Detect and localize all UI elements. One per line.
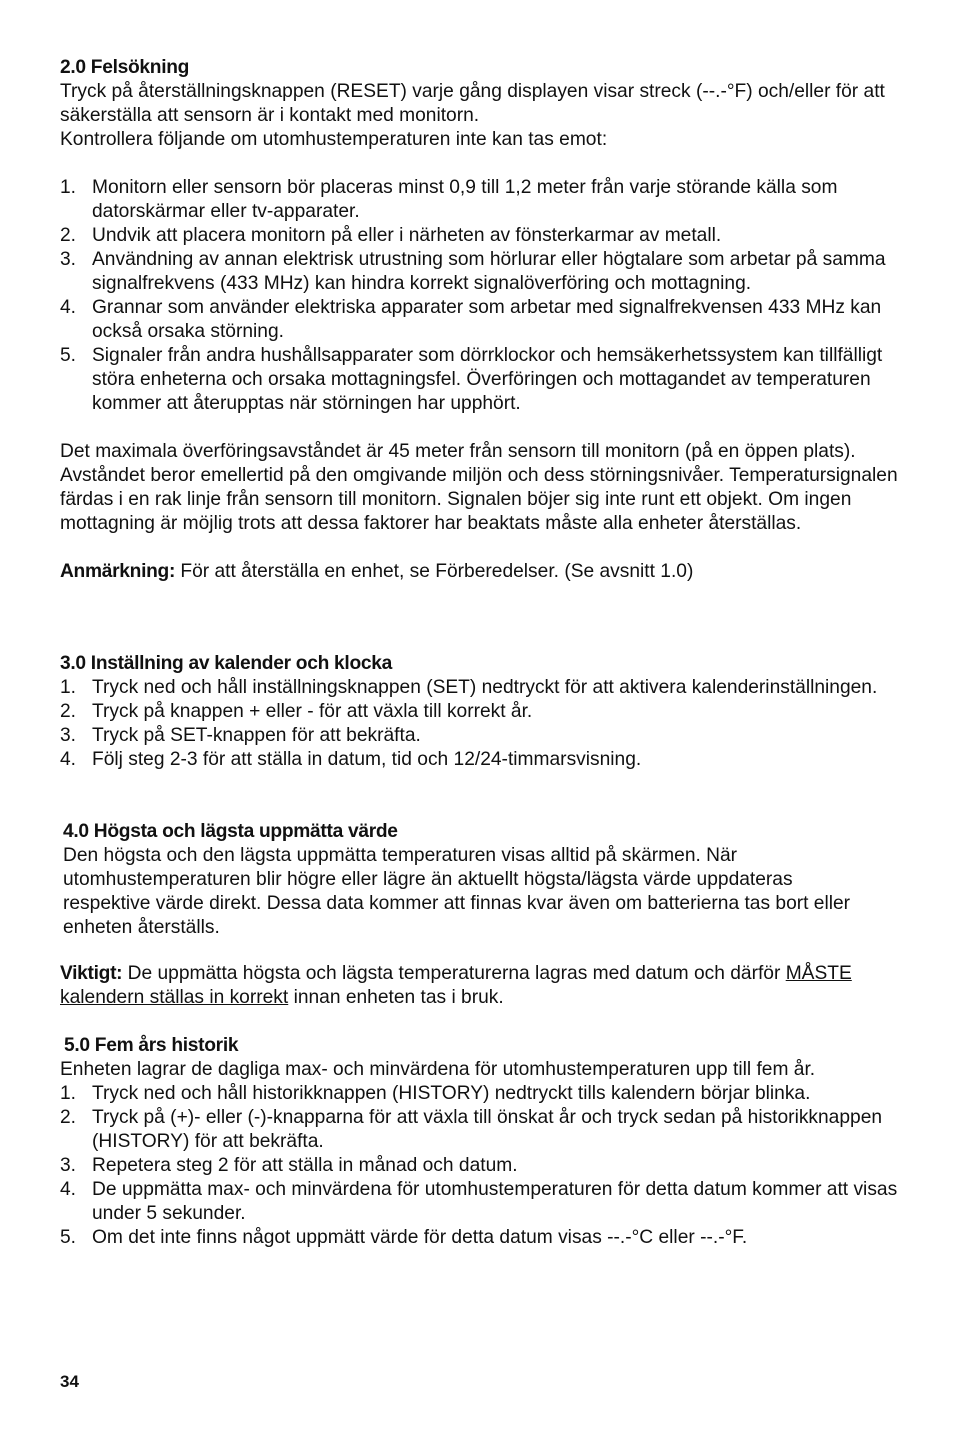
list-text: Tryck på knappen + eller - för att växla till korrekt år. (92, 701, 533, 722)
paragraph: Enheten lagrar de dagliga max- och minvärdena för utomhustemperaturen upp till fem år. (60, 1059, 816, 1080)
paragraph: Den högsta och den lägsta uppmätta temperaturen visas alltid på skärmen. När utomhustemperaturen blir högre eller lägre än aktuellt högsta/lägsta värde uppdateras respektive värde direkt. Dessa data kommer att finnas kvar även om batterierna tas bort eller enheten återställs. (63, 845, 851, 938)
list-item (60, 700, 900, 724)
list-text: Tryck på SET-knappen för att bekräfta. (92, 725, 421, 746)
list-number: 3. (60, 1155, 77, 1176)
list-item (60, 1106, 900, 1154)
list-number: 3. (60, 725, 77, 746)
list-item (60, 176, 900, 224)
list-number: 2. (60, 225, 77, 246)
list-text: Signaler från andra hushållsapparater som dörrklockor och hemsäkerhetssystem kan tillfälligt störa enheterna och orsaka mottagningsfel. Överföringen och mottagandet av temperaturen kommer att återupptas när störningen har upphört. (92, 345, 883, 414)
list-text: Användning av annan elektrisk utrustning som hörlurar eller högtalare som arbetar på samma signalfrekvens (433 MHz) kan hindra korrekt signalöverföring och mottagning. (92, 249, 886, 294)
list-item (60, 748, 900, 772)
paragraph: Tryck på återställningsknappen (RESET) varje gång displayen visar streck (--.-°F) och/eller för att säkerställa att sensorn är i kontakt med monitorn. (60, 81, 885, 126)
note-text: För att återställa en enhet, se Förberedelser. (Se avsnitt 1.0) (175, 561, 694, 582)
paragraph: Det maximala överföringsavståndet är 45 meter från sensorn till monitorn (på en öppen plats). Avståndet beror emellertid på den omgivande miljön och dess störningsnivåer. Temperatursignalen färdas i en rak linje från sensorn till monitorn. Signalen böjer sig inte runt ett objekt. Om ingen mottagning är möjlig trots att dessa faktorer har beaktats måste alla enheter återställas. (60, 441, 898, 534)
important-underlined: MÅSTE kalendern ställas in korrekt (60, 963, 852, 1008)
page-number: 34 (60, 1372, 79, 1391)
list-number: 2. (60, 701, 77, 722)
section-heading: 2.0 Felsökning (60, 57, 190, 78)
numbered-list (60, 176, 900, 416)
list-text: Följ steg 2-3 för att ställa in datum, tid och 12/24-timmarsvisning. (92, 749, 642, 770)
list-item (60, 724, 900, 748)
list-text: Undvik att placera monitorn på eller i närheten av fönsterkarmar av metall. (92, 225, 722, 246)
list-text: Grannar som använder elektriska apparater som arbetar med signalfrekvensen 433 MHz kan också orsaka störning. (92, 297, 882, 342)
list-text: Monitorn eller sensorn bör placeras minst 0,9 till 1,2 meter från varje störande källa som datorskärmar eller tv-apparater. (92, 177, 838, 222)
list-item (60, 248, 900, 296)
list-number: 5. (60, 1227, 77, 1248)
list-item (60, 1226, 900, 1250)
important-text: De uppmätta högsta och lägsta temperaturerna lagras med datum och därför (122, 963, 786, 984)
list-number: 4. (60, 297, 77, 318)
list-item (60, 224, 900, 248)
list-number: 4. (60, 749, 77, 770)
list-item (60, 676, 900, 700)
list-text: Om det inte finns något uppmätt värde för detta datum visas --.-°C eller --.-°F. (92, 1227, 748, 1248)
list-text: Tryck ned och håll inställningsknappen (SET) nedtryckt för att aktivera kalenderinställningen. (92, 677, 878, 698)
list-number: 3. (60, 249, 77, 270)
list-number: 1. (60, 1083, 77, 1104)
list-item (60, 296, 900, 344)
important-note (60, 962, 900, 1010)
list-text: De uppmätta max- och minvärdena för utomhustemperaturen för detta datum kommer att visas under 5 sekunder. (92, 1179, 898, 1224)
paragraph: Kontrollera följande om utomhustemperaturen inte kan tas emot: (60, 129, 608, 150)
section-heading: 5.0 Fem års historik (64, 1035, 239, 1056)
note-label: Anmärkning: (60, 561, 176, 582)
important-tail: innan enheten tas i bruk. (288, 987, 504, 1008)
important-label: Viktigt: (60, 963, 123, 984)
section-history (60, 1034, 900, 1250)
section-heading: 3.0 Inställning av kalender och klocka (60, 653, 392, 674)
numbered-list (60, 676, 900, 772)
list-text: Tryck på (+)- eller (-)-knapparna för att växla till önskat år och tryck sedan på historikknappen (HISTORY) för att bekräfta. (92, 1107, 883, 1152)
list-number: 4. (60, 1179, 77, 1200)
list-item (60, 344, 900, 416)
important-paragraph (60, 962, 900, 1010)
list-text: Tryck ned och håll historikknappen (HISTORY) nedtryckt tills kalendern börjar blinka. (92, 1083, 811, 1104)
section-heading: 4.0 Högsta och lägsta uppmätta värde (63, 821, 398, 842)
list-item (60, 1178, 900, 1226)
list-item (60, 1154, 900, 1178)
section-troubleshooting (60, 56, 900, 584)
list-item (60, 1082, 900, 1106)
list-number: 2. (60, 1107, 77, 1128)
list-number: 1. (60, 177, 77, 198)
note-paragraph (60, 560, 900, 584)
section-max-min (63, 820, 883, 940)
numbered-list (60, 1082, 900, 1250)
list-number: 5. (60, 345, 77, 366)
list-text: Repetera steg 2 för att ställa in månad och datum. (92, 1155, 518, 1176)
section-calendar-clock (60, 652, 900, 772)
list-number: 1. (60, 677, 77, 698)
